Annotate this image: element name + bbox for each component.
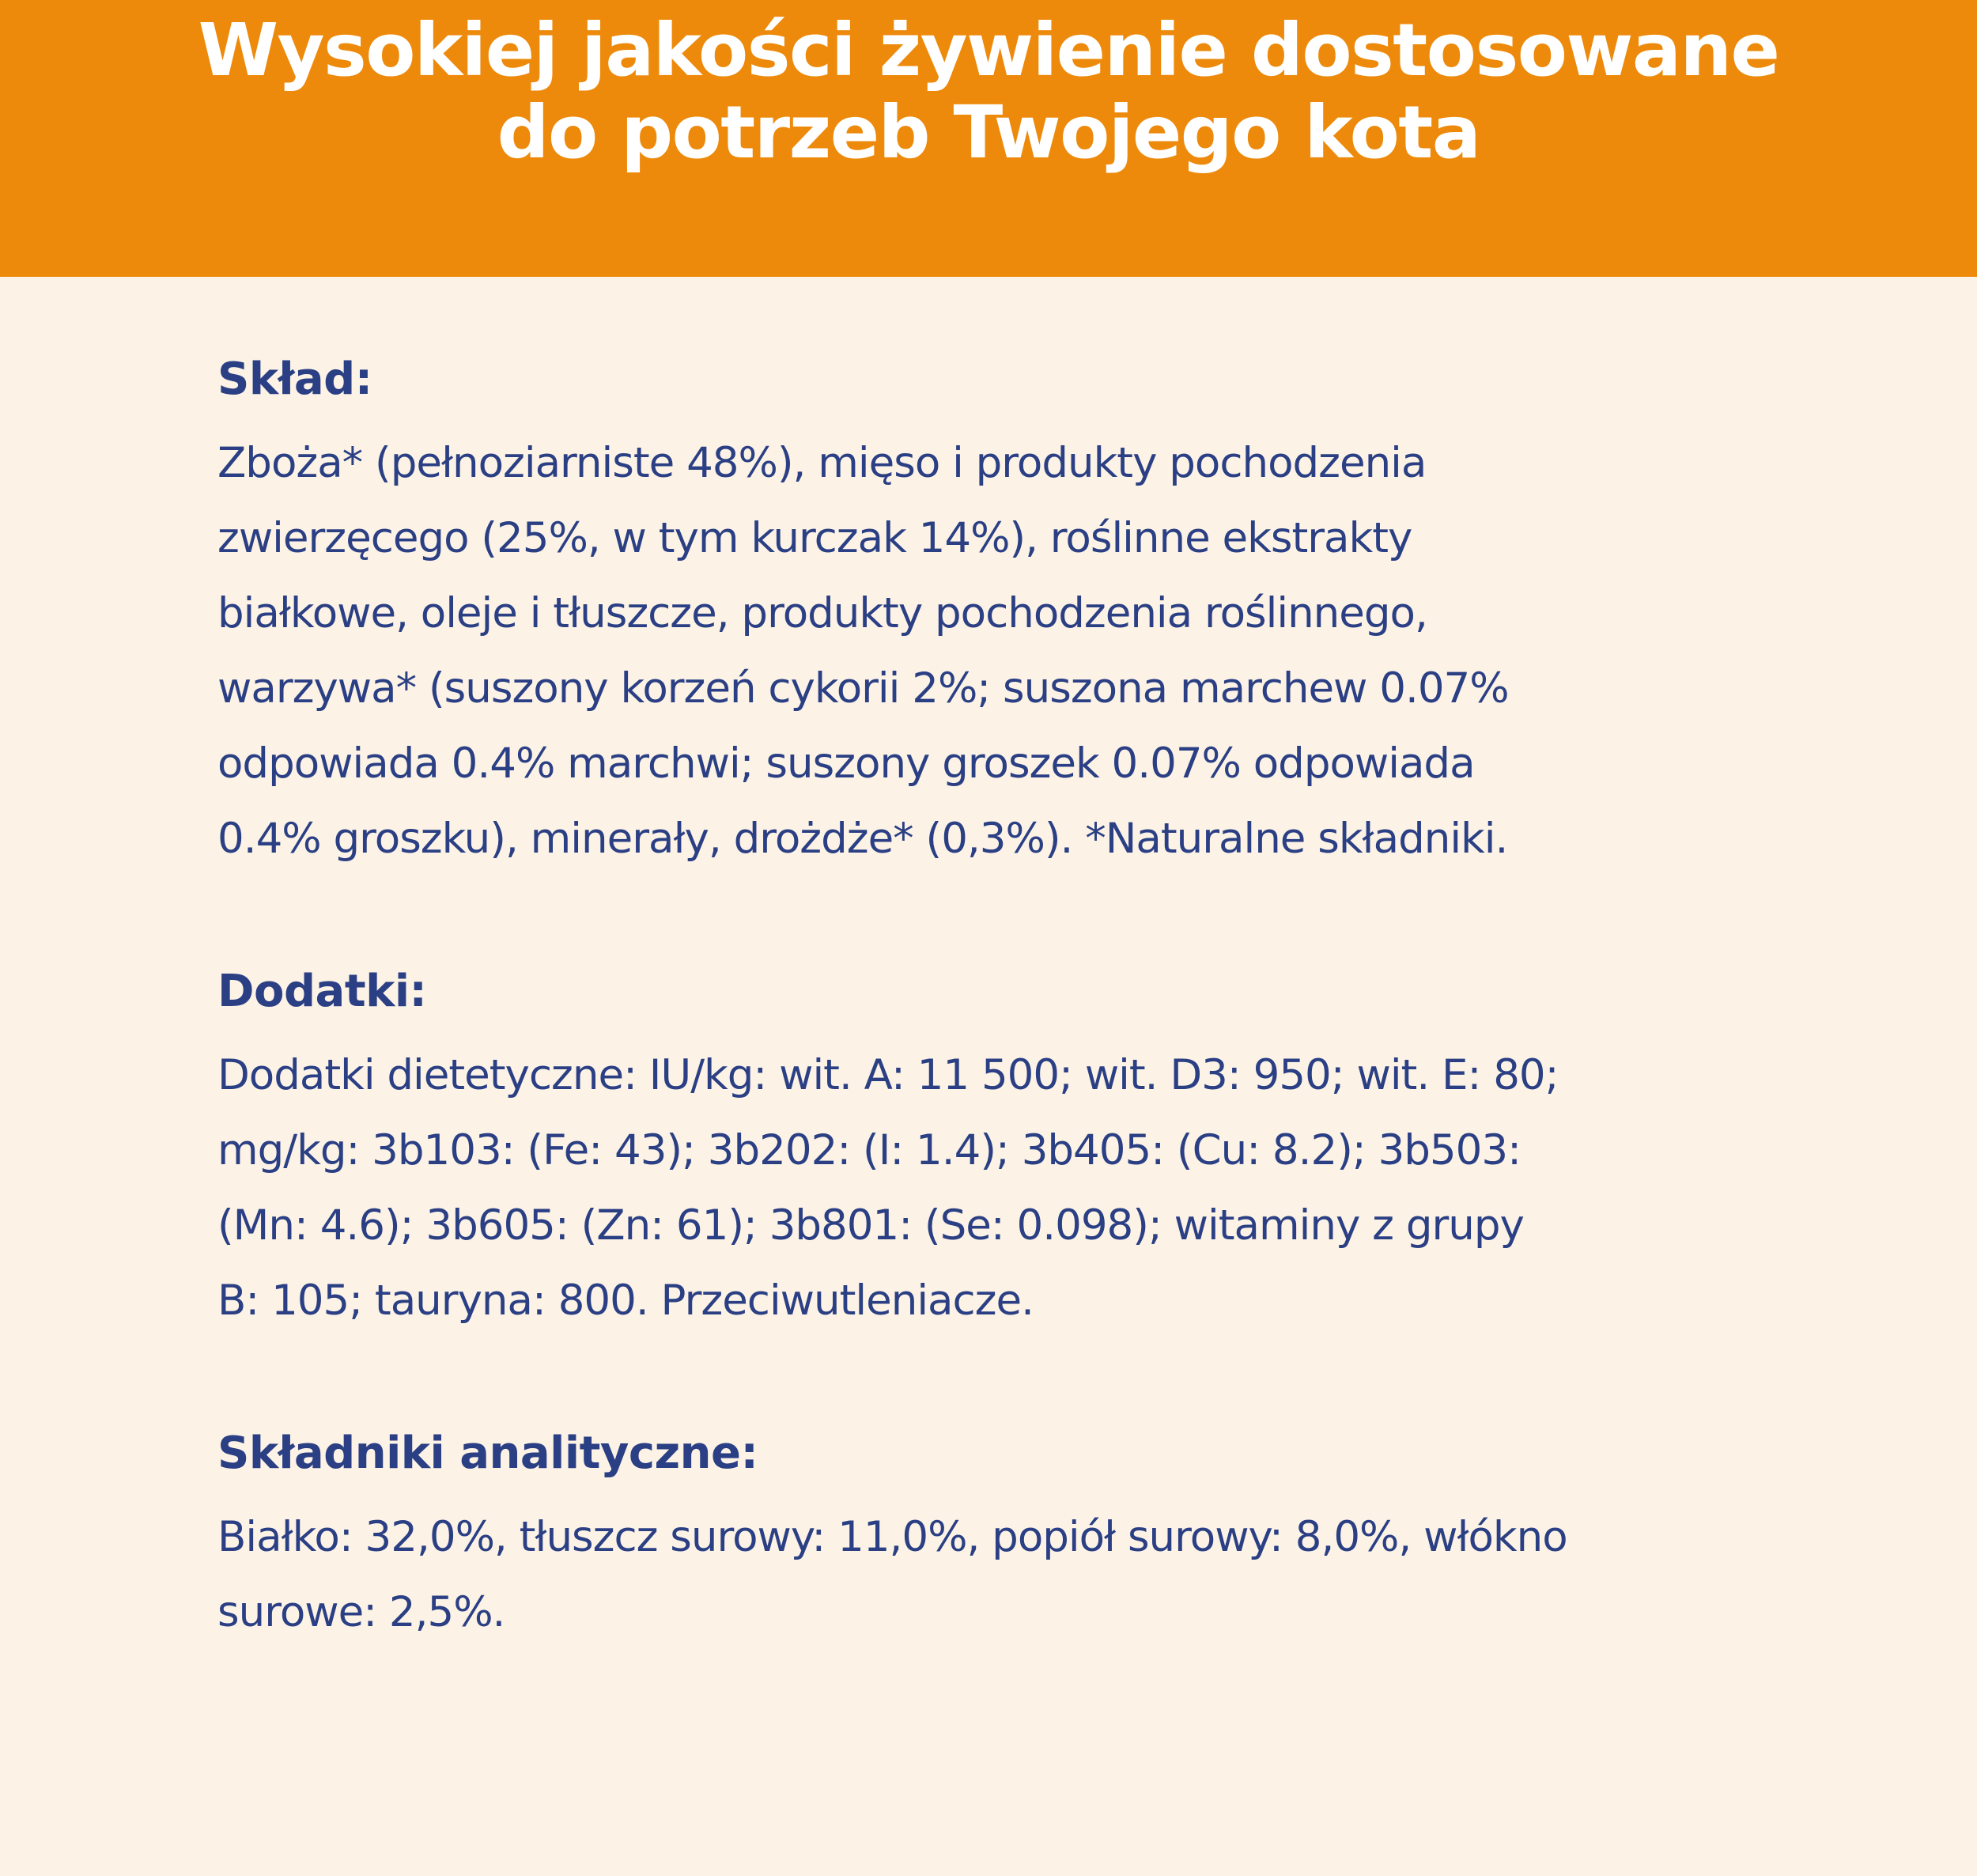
text-line: (Mn: 4.6); 3b605: (Zn: 61); 3b801: (Se: 0.098); witaminy z grupy <box>217 1201 1524 1250</box>
text-line: Białko: 32,0%, tłuszcz surowy: 11,0%, popiół surowy: 8,0%, włókno <box>217 1513 1567 1561</box>
text-line: 0.4% groszku), minerały, drożdże* (0,3%). *Naturalne składniki. <box>217 815 1508 863</box>
section-title-dodatki: Dodatki: <box>217 966 427 1017</box>
text-line: białkowe, oleje i tłuszcze, produkty pochodzenia roślinnego, <box>217 589 1427 637</box>
text-line: mg/kg: 3b103: (Fe: 43); 3b202: (I: 1.4); 3b405: (Cu: 8.2); 3b503: <box>217 1126 1521 1174</box>
text-line: odpowiada 0.4% marchwi; suszony groszek 0.07% odpowiada <box>217 739 1475 788</box>
section-body-dodatki <box>217 1033 1799 1343</box>
section-title-sklad: Skład: <box>217 354 372 405</box>
header-banner <box>0 0 1977 277</box>
section-skladniki-analityczne <box>217 1422 1799 1655</box>
section-dodatki <box>217 960 1799 1343</box>
section-body-skladniki-analityczne <box>217 1495 1799 1655</box>
section-sklad <box>217 348 1799 881</box>
header-title-line-2: do potrzeb Twojego kota <box>497 90 1480 175</box>
text-line: B: 105; tauryna: 800. Przeciwutleniacze. <box>217 1277 1034 1325</box>
text-line: Zboża* (pełnoziarniste 48%), mięso i produkty pochodzenia <box>217 439 1427 487</box>
text-line: surowe: 2,5%. <box>217 1588 505 1636</box>
section-title-skladniki-analityczne: Składniki analityczne: <box>217 1428 758 1479</box>
text-line: warzywa* (suszony korzeń cykorii 2%; suszona marchew 0.07% <box>217 664 1509 713</box>
header-title-line-1: Wysokiej jakości żywienie dostosowane <box>198 8 1779 93</box>
text-line: zwierzęcego (25%, w tym kurczak 14%), roślinne ekstrakty <box>217 514 1412 562</box>
ingredients-content <box>217 348 1799 1734</box>
text-line: Dodatki dietetyczne: IU/kg: wit. A: 11 500; wit. D3: 950; wit. E: 80; <box>217 1051 1559 1099</box>
section-body-sklad <box>217 421 1799 881</box>
